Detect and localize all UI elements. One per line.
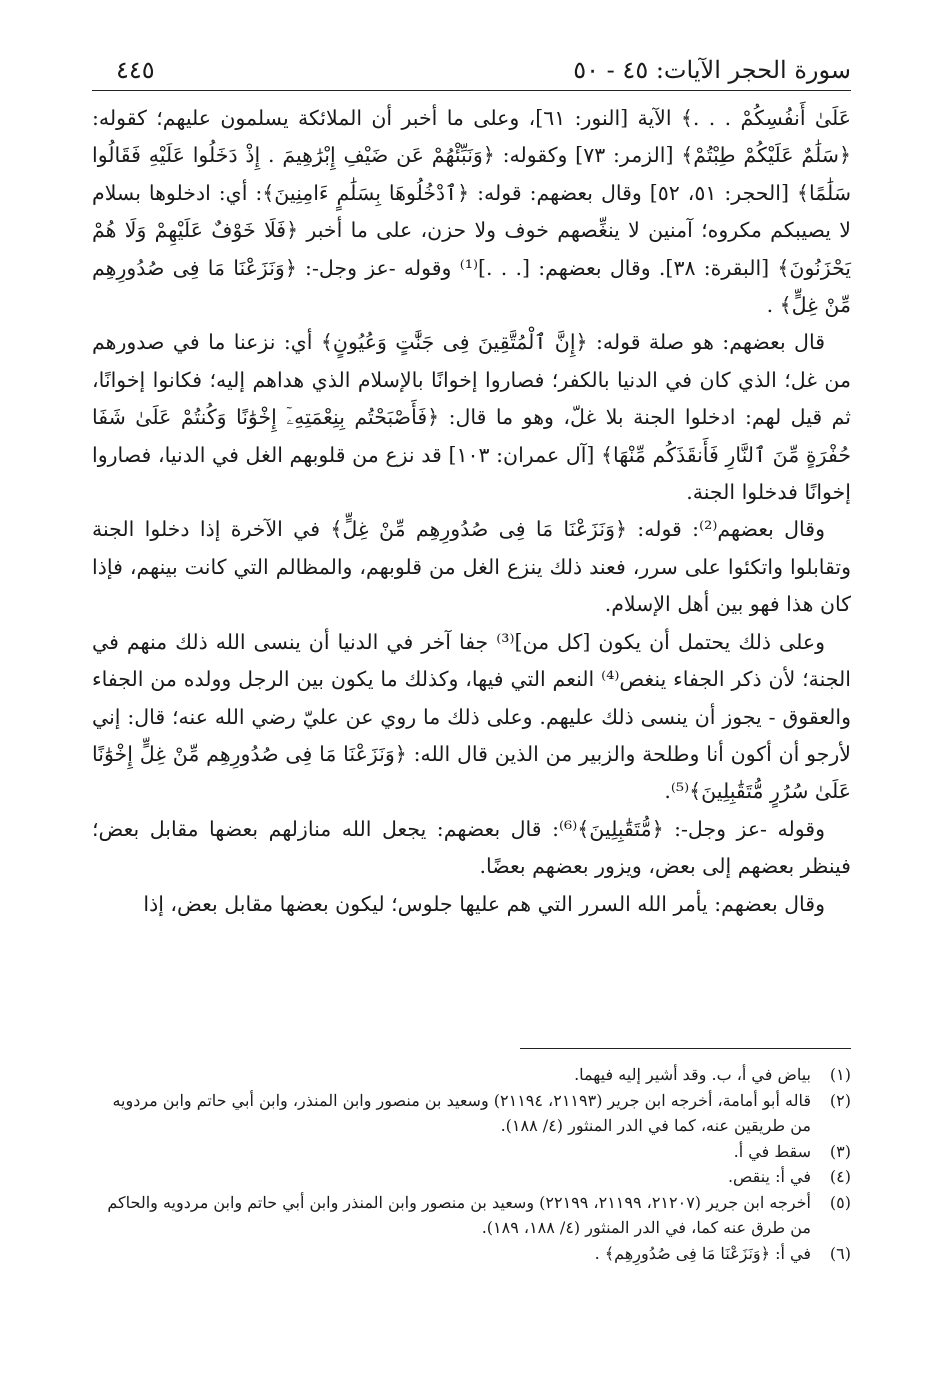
main-text <box>92 100 851 923</box>
footnote <box>92 1139 851 1165</box>
footnote-number: (١) <box>829 1065 851 1084</box>
footnotes <box>92 1062 851 1266</box>
footnote-text: قاله أبو أمامة، أخرجه ابن جرير (٢١١٩٣، ٢١١٩٤) وسعيد بن منصور وابن المنذر، وابن أبي حاتم وابن مردويه من طريقين عنه، كما في الدر المنثور (٤/ ١٨٨). <box>112 1090 811 1135</box>
footnote-text: بياض في أ، ب. وقد أشير إليه فيهما. <box>574 1065 811 1084</box>
paragraph: عَلَىٰ أَنفُسِكُمْ . . .﴾ الآية [النور: ٦١]، وعلى ما أخبر أن الملائكة يسلمون عليهم؛ كقوله: ﴿سَلَٰمٌ عَلَيْكُمْ طِبْتُمْ﴾ [الزمر: ٧٣] وكقوله: ﴿وَنَبِّئْهُمْ عَن ضَيْفِ إِبْرَٰهِيمَ . إِذْ دَخَلُوا عَلَيْهِ فَقَالُوا سَلَٰمًا﴾ [الحجر: ٥١، ٥٢] وقال بعضهم: قوله: ﴿ٱدْخُلُوهَا بِسَلَٰمٍ ءَامِنِينَ﴾: أي: ادخلوها بسلام لا يصيبكم مكروه؛ آمنين لا ينغِّصهم خوف ولا حزن، على ما أخبر ﴿فَلَا خَوْفٌ عَلَيْهِمْ وَلَا هُمْ يَحْزَنُونَ﴾ [البقرة: ٣٨]. وقال بعضهم: [. . .]⁽¹⁾ وقوله -عز وجل-: ﴿وَنَزَعْنَا مَا فِى صُدُورِهِم مِّنْ غِلٍّ﴾ . <box>92 106 852 318</box>
footnote-text: أخرجه ابن جرير (٢١٢٠٧، ٢١١٩٩، ٢٢١٩٩) وسعيد بن منصور وابن المنذر وابن أبي حاتم وابن مردويه والحاكم من طرق عنه كما، في الدر المنثور (٤/ ١٨٨، ١٨٩). <box>107 1192 811 1237</box>
footnote <box>92 1190 851 1241</box>
paragraph: وعلى ذلك يحتمل أن يكون [كل من]⁽³⁾ جفا آخر في الدنيا أن ينسى الله ذلك منهم في الجنة؛ لأن ذكر الجفاء ينغص⁽⁴⁾ النعم التي فيها، وكذلك ما يكون بين الرجل وولده من الجفاء والعقوق - يجوز أن ينسى ذلك عليهم. وعلى ذلك ما روي عن عليّ رضي الله عنه؛ قال: إني لأرجو أن أكون أنا وطلحة والزبير من الذين قال الله: ﴿وَنَزَعْنَا مَا فِى صُدُورِهِم مِّنْ غِلٍّ إِخْوَٰنًا عَلَىٰ سُرُرٍ مُّتَقَٰبِلِينَ﴾⁽⁵⁾. <box>92 629 851 804</box>
footnote <box>92 1088 851 1139</box>
page-number: ٤٤٥ <box>116 56 155 84</box>
paragraph: قال بعضهم: هو صلة قوله: ﴿إِنَّ ٱلْمُتَّقِينَ فِى جَنَّٰتٍ وَعُيُونٍ﴾ أي: نزعنا ما في صدورهم من غل؛ الذي كان في الدنيا بالكفر؛ فصاروا إخوانًا بالإسلام الذي هداهم إليه؛ فكانوا إخوانًا، ثم قيل لهم: ادخلوا الجنة بلا غلّ، وهو ما قال: ﴿فَأَصْبَحْتُم بِنِعْمَتِهِۦٓ إِخْوَٰنًا وَكُنتُمْ عَلَىٰ شَفَا حُفْرَةٍ مِّنَ ٱلنَّارِ فَأَنقَذَكُم مِّنْهَا﴾ [آل عمران: ١٠٣] قد نزع من قلوبهم الغل في الدنيا، فصاروا إخوانًا فدخلوا الجنة. <box>92 330 851 505</box>
footnote-divider <box>520 1048 851 1049</box>
running-header <box>92 52 851 92</box>
footnote-number: (٦) <box>829 1243 851 1263</box>
footnote <box>92 1164 851 1190</box>
footnote <box>92 1062 851 1088</box>
paragraph: وقوله -عز وجل-: ﴿مُّتَقَٰبِلِينَ﴾⁽⁶⁾: قال بعضهم: يجعل الله منازلهم بعضها مقابل بعض؛ فينظر بعضهم إلى بعض، ويزور بعضهم بعضًا. <box>92 816 851 879</box>
footnote-text: في أ: ﴿وَنَزَعْنَا مَا فِى صُدُورِهِم﴾ . <box>594 1243 811 1263</box>
header-divider <box>92 90 851 91</box>
footnote-number: (٣) <box>829 1141 851 1161</box>
footnote-number: (٥) <box>829 1192 851 1212</box>
footnote-text: سقط في أ. <box>733 1141 811 1161</box>
footnote <box>92 1241 851 1267</box>
surah-title: سورة الحجر الآيات: ٤٥ - ٥٠ <box>573 56 851 84</box>
footnote-number: (٢) <box>829 1090 851 1110</box>
paragraph: وقال بعضهم: يأمر الله السرر التي هم عليها جلوس؛ ليكون بعضها مقابل بعض، إذا <box>143 891 825 916</box>
footnote-number: (٤) <box>829 1167 851 1186</box>
footnote-text: في أ: ينقص. <box>727 1167 811 1186</box>
paragraph: وقال بعضهم⁽²⁾: قوله: ﴿وَنَزَعْنَا مَا فِى صُدُورِهِم مِّنْ غِلٍّ﴾ في الآخرة إذا دخلوا الجنة وتقابلوا واتكئوا على سرر، فعند ذلك ينزع الغل من قلوبهم، والمظالم التي كانت بينهم، فإذا كان هذا فهو بين أهل الإسلام. <box>92 517 851 617</box>
